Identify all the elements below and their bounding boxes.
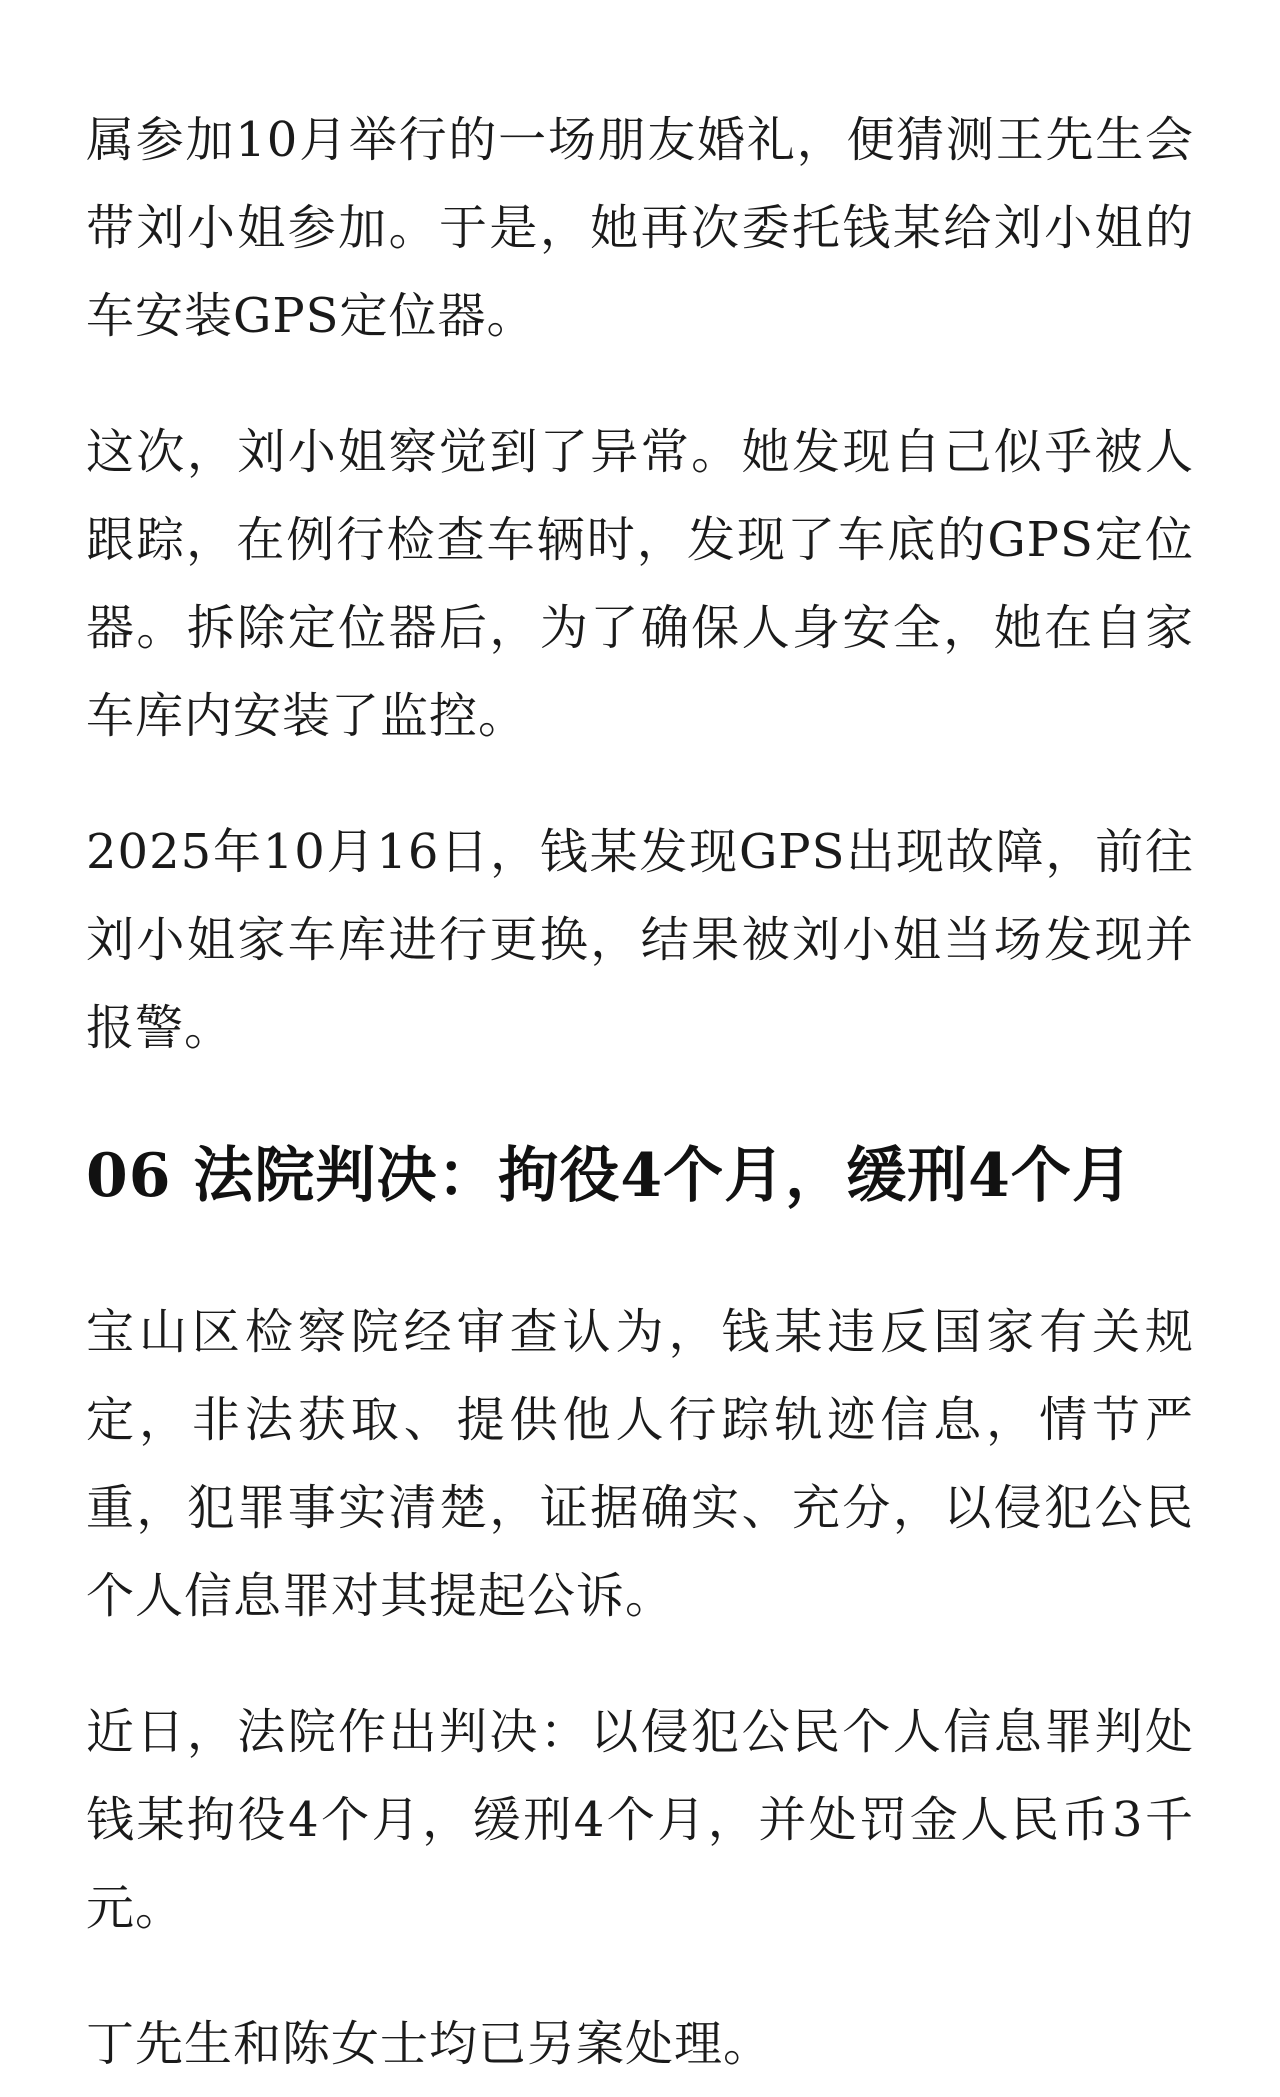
paragraph-other-cases: 丁先生和陈女士均已另案处理。 (86, 2016, 773, 2072)
section-heading-verdict: 06 法院判决：拘役4个月，缓刑4个月 (86, 1141, 1133, 1211)
paragraph-wedding-gps: 属参加10月举行的一场朋友婚礼，便猜测王先生会带刘小姐参加。于是，她再次委托钱某给刘小姐的车安装GPS定位器。 (86, 112, 1194, 344)
paragraph-judgment: 近日，法院作出判决：以侵犯公民个人信息罪判处钱某拘役4个月，缓刑4个月，并处罚金人民币3千元。 (86, 1704, 1194, 1936)
paragraph-discovery: 这次，刘小姐察觉到了异常。她发现自己似乎被人跟踪，在例行检查车辆时，发现了车底的GPS定位器。拆除定位器后，为了确保人身安全，她在自家车库内安装了监控。 (86, 424, 1194, 744)
paragraph-prosecution: 宝山区检察院经审查认为，钱某违反国家有关规定，非法获取、提供他人行踪轨迹信息，情节严重，犯罪事实清楚，证据确实、充分，以侵犯公民个人信息罪对其提起公诉。 (86, 1304, 1194, 1624)
paragraph-caught: 2025年10月16日，钱某发现GPS出现故障，前往刘小姐家车库进行更换，结果被刘小姐当场发现并报警。 (86, 824, 1194, 1056)
